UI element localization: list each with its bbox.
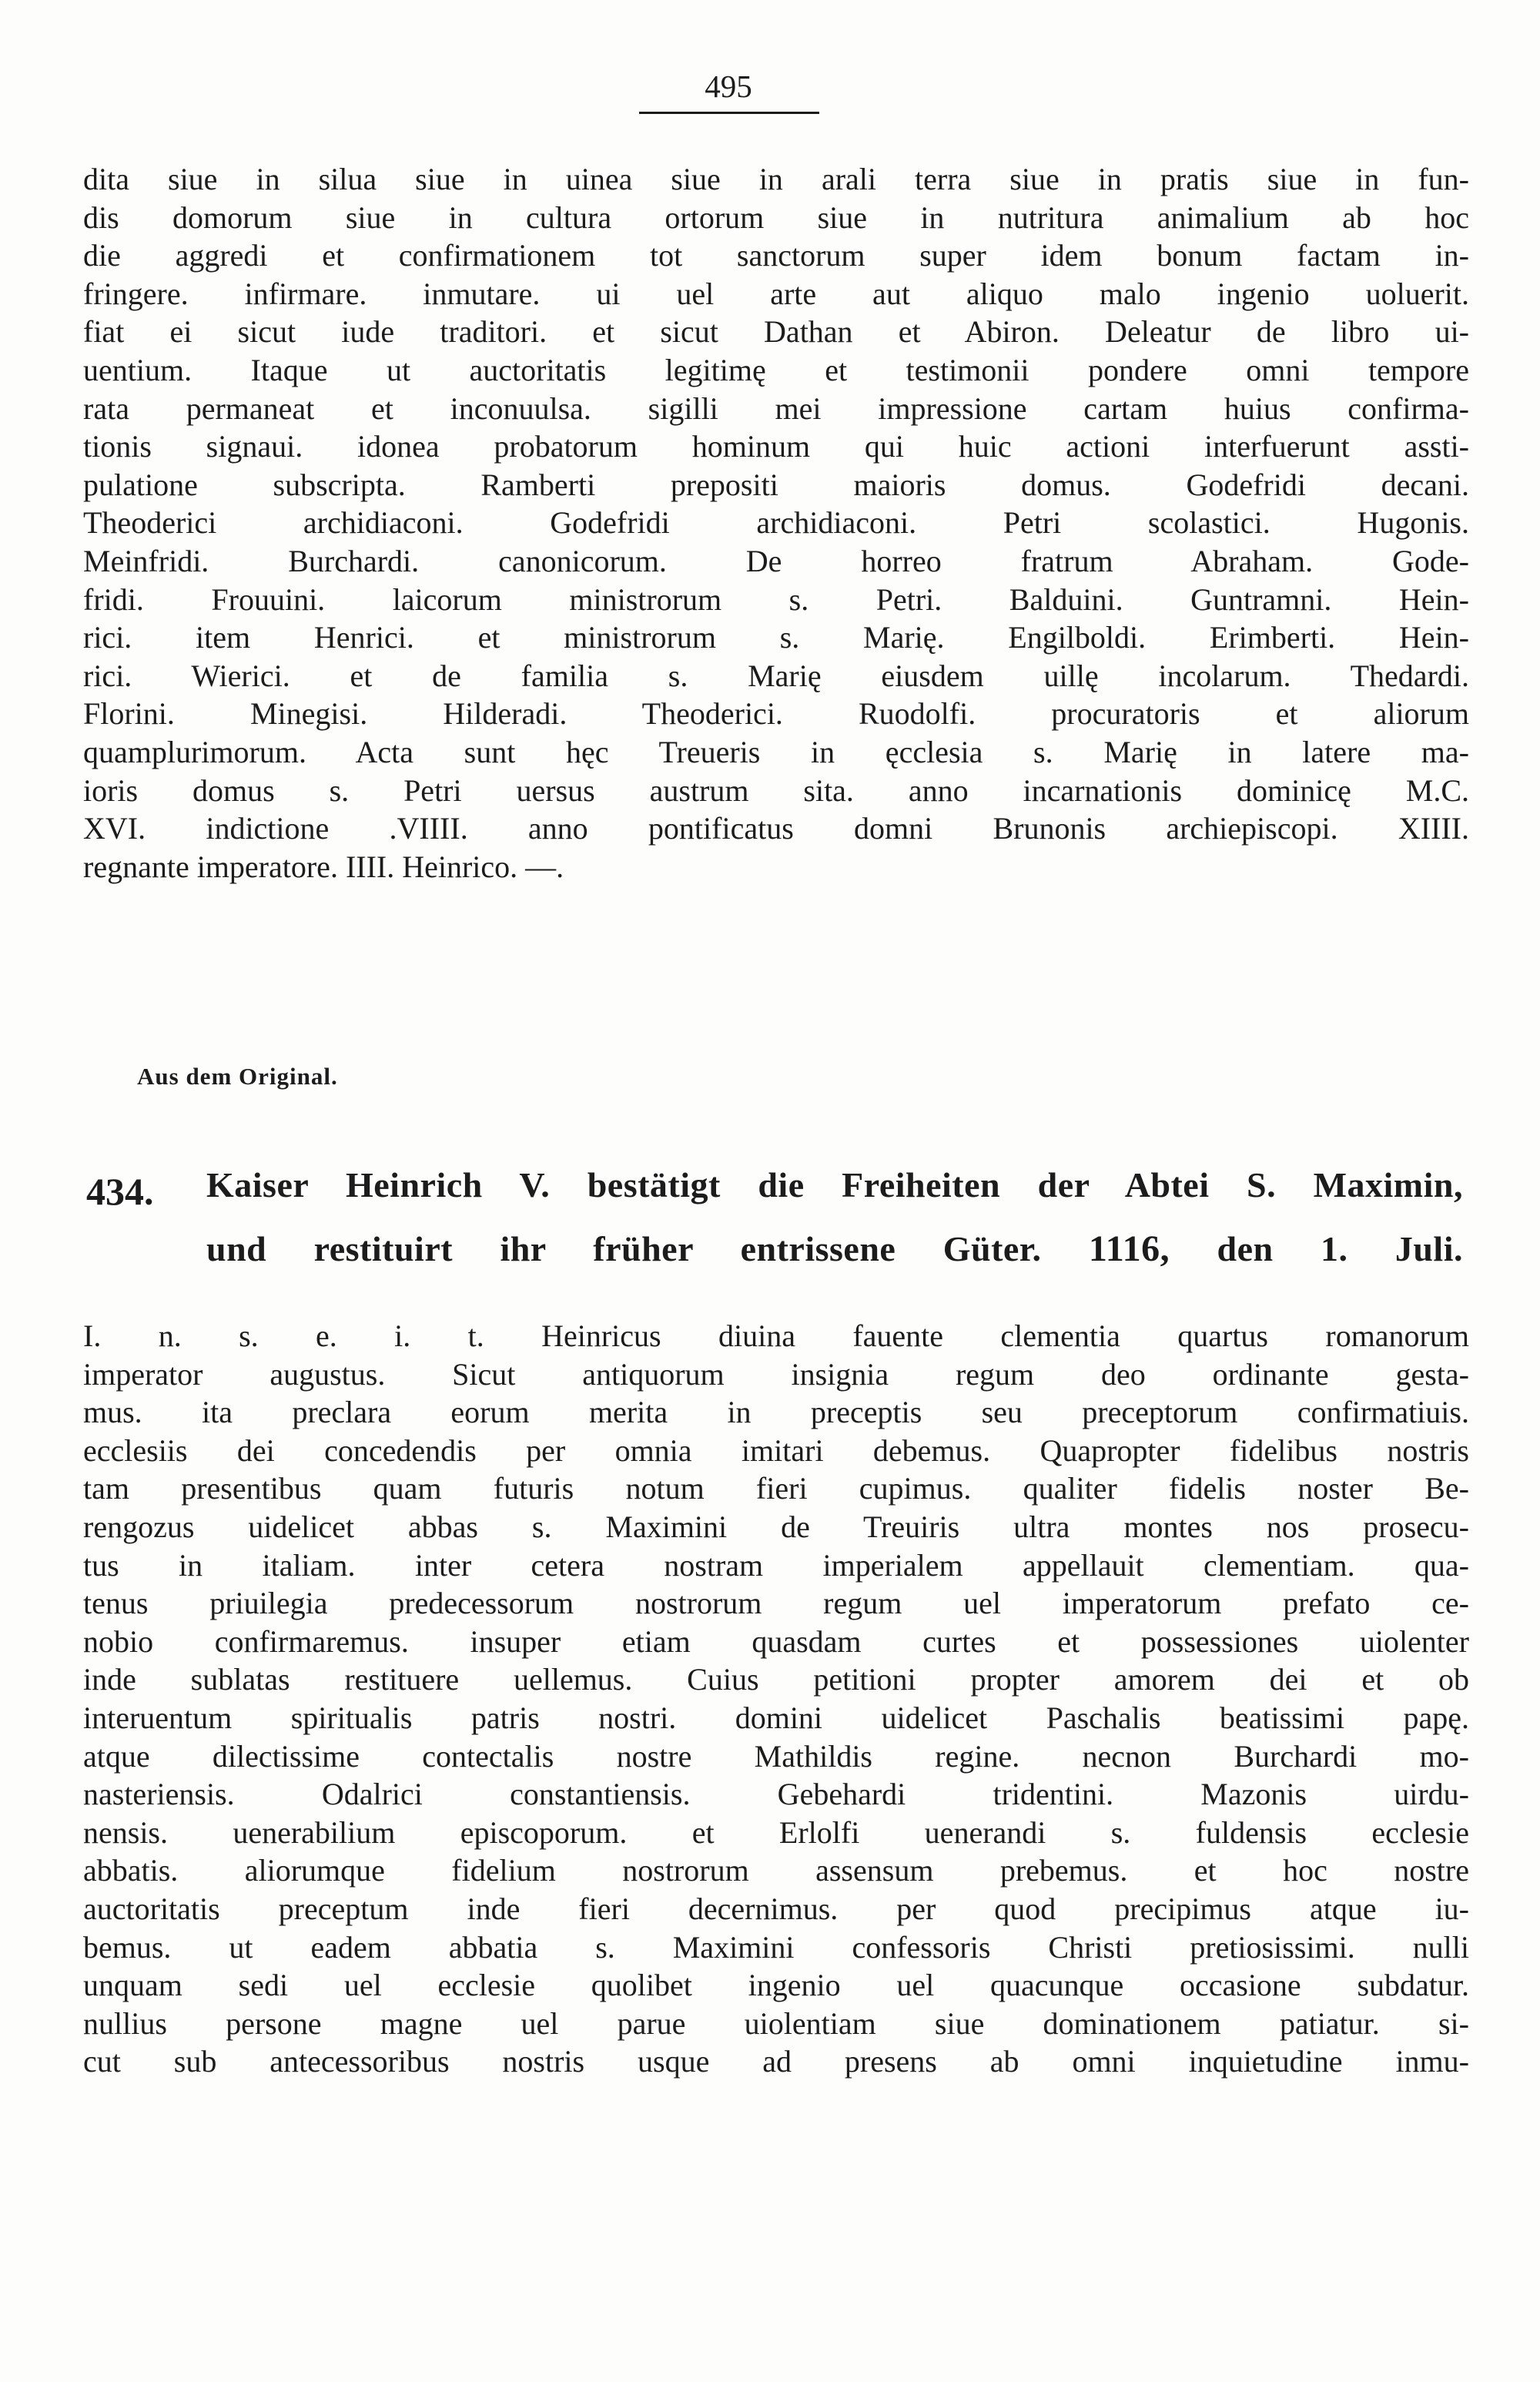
text-line: auctoritatis preceptum inde fieri decernimus. per quod precipimus atque iu- [83, 1891, 1469, 1926]
text-line: Theoderici archidiaconi. Godefridi archidiaconi. Petri scolastici. Hugonis. [83, 505, 1469, 541]
text-line: ioris domus s. Petri uersus austrum sita. anno incarnationis dominicę M.C. [83, 772, 1469, 808]
document-heading-line-2 [206, 1225, 1463, 1273]
text-line: bemus. ut eadem abbatia s. Maximini confessoris Christi pretiosissimi. nulli [83, 1929, 1469, 1965]
document-number: 434. [86, 1170, 154, 1213]
heading-year: 1116, [1088, 1228, 1170, 1269]
text-line: rengozus uidelicet abbas s. Maximini de Treuiris ultra montes nos prosecu- [83, 1509, 1469, 1544]
text-line: cut sub antecessoribus nostris usque ad presens ab omni inquietudine inmu- [83, 2044, 1469, 2079]
text-line: tus in italiam. inter cetera nostram imperialem appellauit clementiam. qua- [83, 1547, 1469, 1583]
text-line: die aggredi et confirmationem tot sanctorum super idem bonum factam in- [83, 238, 1469, 273]
text-line: nullius persone magne uel parue uiolentiam siue dominationem patiatur. si- [83, 2005, 1469, 2041]
document-434-text [83, 1317, 1469, 2081]
page-number: 495 [705, 69, 752, 104]
text-line: Florini. Minegisi. Hilderadi. Theoderici. Ruodolfi. procuratoris et aliorum [83, 696, 1469, 732]
text-line: nasteriensis. Odalrici constantiensis. Gebehardi tridentini. Mazonis uirdu- [83, 1777, 1469, 1812]
text-line: atque dilectissime contectalis nostre Mathildis regine. necnon Burchardi mo- [83, 1738, 1469, 1774]
heading-text: und restituirt ihr früher entrissene Güter. [206, 1229, 1042, 1268]
text-line: fridi. Frouuini. laicorum ministrorum s. Petri. Balduini. Guntramni. Hein- [83, 581, 1469, 617]
text-line: ecclesiis dei concedendis per omnia imitari debemus. Quapropter fidelibus nostris [83, 1432, 1469, 1468]
text-line: tenus priuilegia predecessorum nostrorum regum uel imperatorum prefato ce- [83, 1586, 1469, 1621]
text-line: fiat ei sicut iude traditori. et sicut Dathan et Abiron. Deleatur de libro ui- [83, 314, 1469, 350]
heading-day: den 1. Juli. [1217, 1229, 1463, 1268]
text-line: dis domorum siue in cultura ortorum siue in nutritura animalium ab hoc [83, 199, 1469, 235]
text-line: rici. item Henrici. et ministrorum s. Marię. Engilboldi. Erimberti. Hein- [83, 620, 1469, 655]
document-heading-line-1: Kaiser Heinrich V. bestätigt die Freiheiten der Abtei S. Maximin, [206, 1165, 1463, 1204]
text-line: nobio confirmaremus. insuper etiam quasdam curtes et possessiones uiolenter [83, 1623, 1469, 1659]
text-line: nensis. uenerabilium episcoporum. et Erlolfi uenerandi s. fuldensis ecclesie [83, 1814, 1469, 1850]
text-line: I. n. s. e. i. t. Heinricus diuina fauente clementia quartus romanorum [83, 1318, 1469, 1353]
text-line: quamplurimorum. Acta sunt hęc Treueris in ęcclesia s. Marię in latere ma- [83, 734, 1469, 769]
text-line: tam presentibus quam futuris notum fieri cupimus. qualiter fidelis noster Be- [83, 1471, 1469, 1506]
text-line: regnante imperatore. IIII. Heinrico. —. [83, 849, 564, 884]
text-line: fringere. infirmare. inmutare. ui uel arte aut aliquo malo ingenio uoluerit. [83, 276, 1469, 311]
text-line: interuentum spiritualis patris nostri. domini uidelicet Paschalis beatissimi papę. [83, 1700, 1469, 1735]
text-line: XVI. indictione .VIIII. anno pontificatus domni Brunonis archiepiscopi. XIIII. [83, 811, 1469, 846]
text-line: rici. Wierici. et de familia s. Marię eiusdem uillę incolarum. Thedardi. [83, 658, 1469, 693]
text-line: inde sublatas restituere uellemus. Cuius petitioni propter amorem dei et ob [83, 1662, 1469, 1697]
text-line: abbatis. aliorumque fidelium nostrorum assensum prebemus. et hoc nostre [83, 1853, 1469, 1888]
text-line: pulatione subscripta. Ramberti prepositi maioris domus. Godefridi decani. [83, 467, 1469, 502]
text-line: imperator augustus. Sicut antiquorum insignia regum deo ordinante gesta- [83, 1356, 1469, 1392]
text-line: uentium. Itaque ut auctoritatis legitimę et testimonii pondere omni tempore [83, 352, 1469, 387]
text-line: unquam sedi uel ecclesie quolibet ingenio uel quacunque occasione subdatur. [83, 1968, 1469, 2003]
page-number-rule [639, 112, 819, 114]
top-section-text [83, 160, 1469, 886]
text-line: mus. ita preclara eorum merita in preceptis seu preceptorum confirmatiuis. [83, 1395, 1469, 1430]
text-line: rata permaneat et inconuulsa. sigilli mei impressione cartam huius confirma- [83, 390, 1469, 426]
text-line: dita siue in silua siue in uinea siue in arali terra siue in pratis siue in fun- [83, 162, 1469, 196]
text-line: tionis signaui. idonea probatorum hominum qui huic actioni interfuerunt assti- [83, 429, 1469, 464]
text-line: Meinfridi. Burchardi. canonicorum. De horreo fratrum Abraham. Gode- [83, 543, 1469, 578]
source-note: Aus dem Original. [137, 1063, 338, 1090]
